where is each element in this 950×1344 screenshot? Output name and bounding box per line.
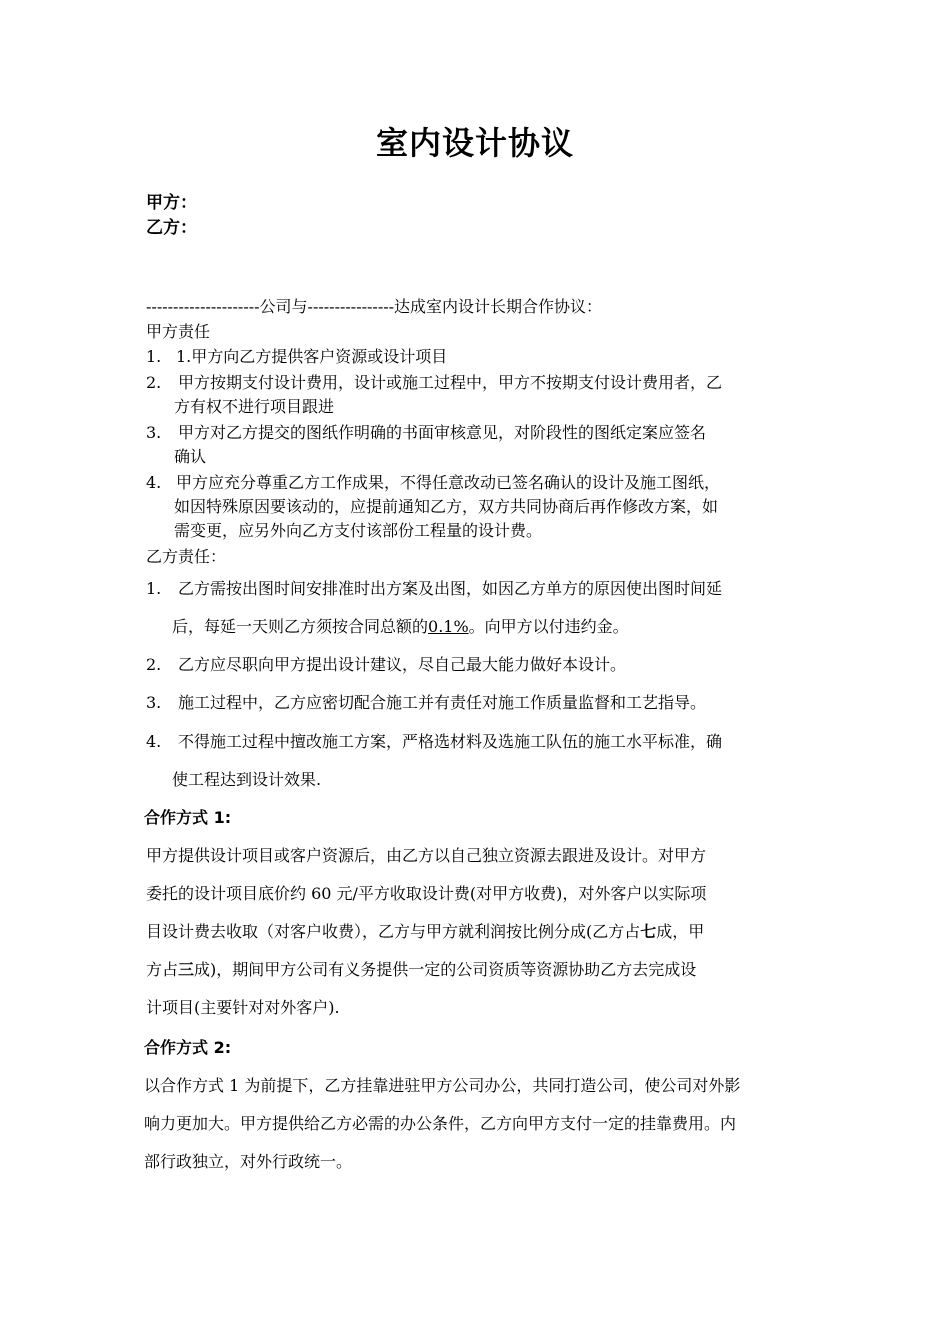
party-a-label: 甲方：: [146, 193, 197, 213]
section-a-item-number: 4.: [146, 473, 162, 492]
section-a-item-text: 方有权不进行项目跟进: [174, 397, 335, 416]
section-b-item-text: 不得施工过程中擅改施工方案，严格选材料及选施工队伍的施工水平标准，确: [178, 732, 723, 751]
penalty-text-post: 。向甲方以付违约金。: [468, 617, 629, 636]
section-b-item-number: 1.: [146, 579, 162, 598]
coop-1-text: [146, 921, 704, 943]
section-b-item-text: [172, 616, 629, 638]
coop-1-text-post: 成，甲: [656, 922, 705, 941]
document-title: 室内设计协议: [375, 124, 574, 162]
section-b-item-text: 乙方应尽职向甲方提出设计建议，尽自己最大能力做好本设计。: [178, 655, 627, 674]
penalty-rate: 0.1%: [428, 617, 469, 636]
party-b-label: 乙方：: [146, 218, 197, 238]
section-a-item-number: 2.: [146, 373, 162, 392]
intro-line: ---------------------公司与----------------达成室内设计长期合作协议：: [146, 297, 603, 316]
penalty-text-pre: 后，每延一天则乙方须按合同总额的: [172, 617, 429, 636]
coop-2-text: 部行政独立，对外行政统一。: [144, 1152, 353, 1171]
share-a: 三: [178, 960, 195, 979]
coop-2-text: 响力更加大。甲方提供给乙方必需的办公条件，乙方向甲方支付一定的挂靠费用。内: [144, 1114, 737, 1133]
coop-1-heading: 合作方式 1:: [144, 808, 232, 827]
coop-1-text: 委托的设计项目底价约 60 元/平方收取设计费(对甲方收费)，对外客户以实际项: [146, 884, 707, 903]
section-a-item-text: 确认: [174, 447, 207, 466]
section-b-item-number: 3.: [146, 693, 162, 712]
coop-2-heading: 合作方式 2:: [144, 1038, 232, 1057]
section-b-item-number: 4.: [146, 732, 162, 751]
section-b-item-text: 乙方需按出图时间安排准时出方案及出图，如因乙方单方的原因使出图时间延: [178, 579, 723, 598]
coop-2-text: 以合作方式 1 为前提下，乙方挂靠进驻甲方公司办公，共同打造公司，使公司对外影: [144, 1076, 741, 1095]
coop-1-text-pre: 目设计费去收取（对客户收费），乙方与甲方就利润按比例分成(乙方占: [146, 922, 641, 941]
coop-1-text: [146, 959, 696, 981]
coop-1-text-post: 成)，期间甲方公司有义务提供一定的公司资质等资源协助乙方去完成设: [194, 960, 697, 979]
section-a-heading: 甲方责任: [146, 322, 211, 341]
coop-1-text-pre: 方占: [146, 960, 179, 979]
coop-1-text: 计项目(主要针对对外客户).: [146, 998, 340, 1017]
section-a-item-number: 1.: [146, 347, 162, 366]
share-b: 七: [640, 922, 657, 941]
section-a-item-text: 甲方对乙方提交的图纸作明确的书面审核意见，对阶段性的图纸定案应签名: [178, 423, 707, 442]
section-a-item-text: 甲方按期支付设计费用，设计或施工过程中，甲方不按期支付设计费用者，乙: [178, 373, 723, 392]
coop-1-text: 甲方提供设计项目或客户资源后，由乙方以自己独立资源去跟进及设计。对甲方: [146, 846, 707, 865]
section-b-item-number: 2.: [146, 655, 162, 674]
section-a-item-number: 3.: [146, 423, 162, 442]
section-b-heading: 乙方责任：: [146, 547, 227, 566]
section-a-item-text: 甲方应充分尊重乙方工作成果，不得任意改动已签名确认的设计及施工图纸，: [176, 473, 721, 492]
section-b-item-text: 施工过程中，乙方应密切配合施工并有责任对施工作质量监督和工艺指导。: [178, 693, 707, 712]
section-a-item-text: 1.甲方向乙方提供客户资源或设计项目: [176, 347, 448, 366]
section-a-item-text: 需变更，应另外向乙方支付该部份工程量的设计费。: [174, 521, 543, 540]
section-a-item-text: 如因特殊原因要该动的，应提前通知乙方，双方共同协商后再作修改方案，如: [174, 497, 719, 516]
section-b-item-text: 使工程达到设计效果.: [172, 770, 322, 789]
